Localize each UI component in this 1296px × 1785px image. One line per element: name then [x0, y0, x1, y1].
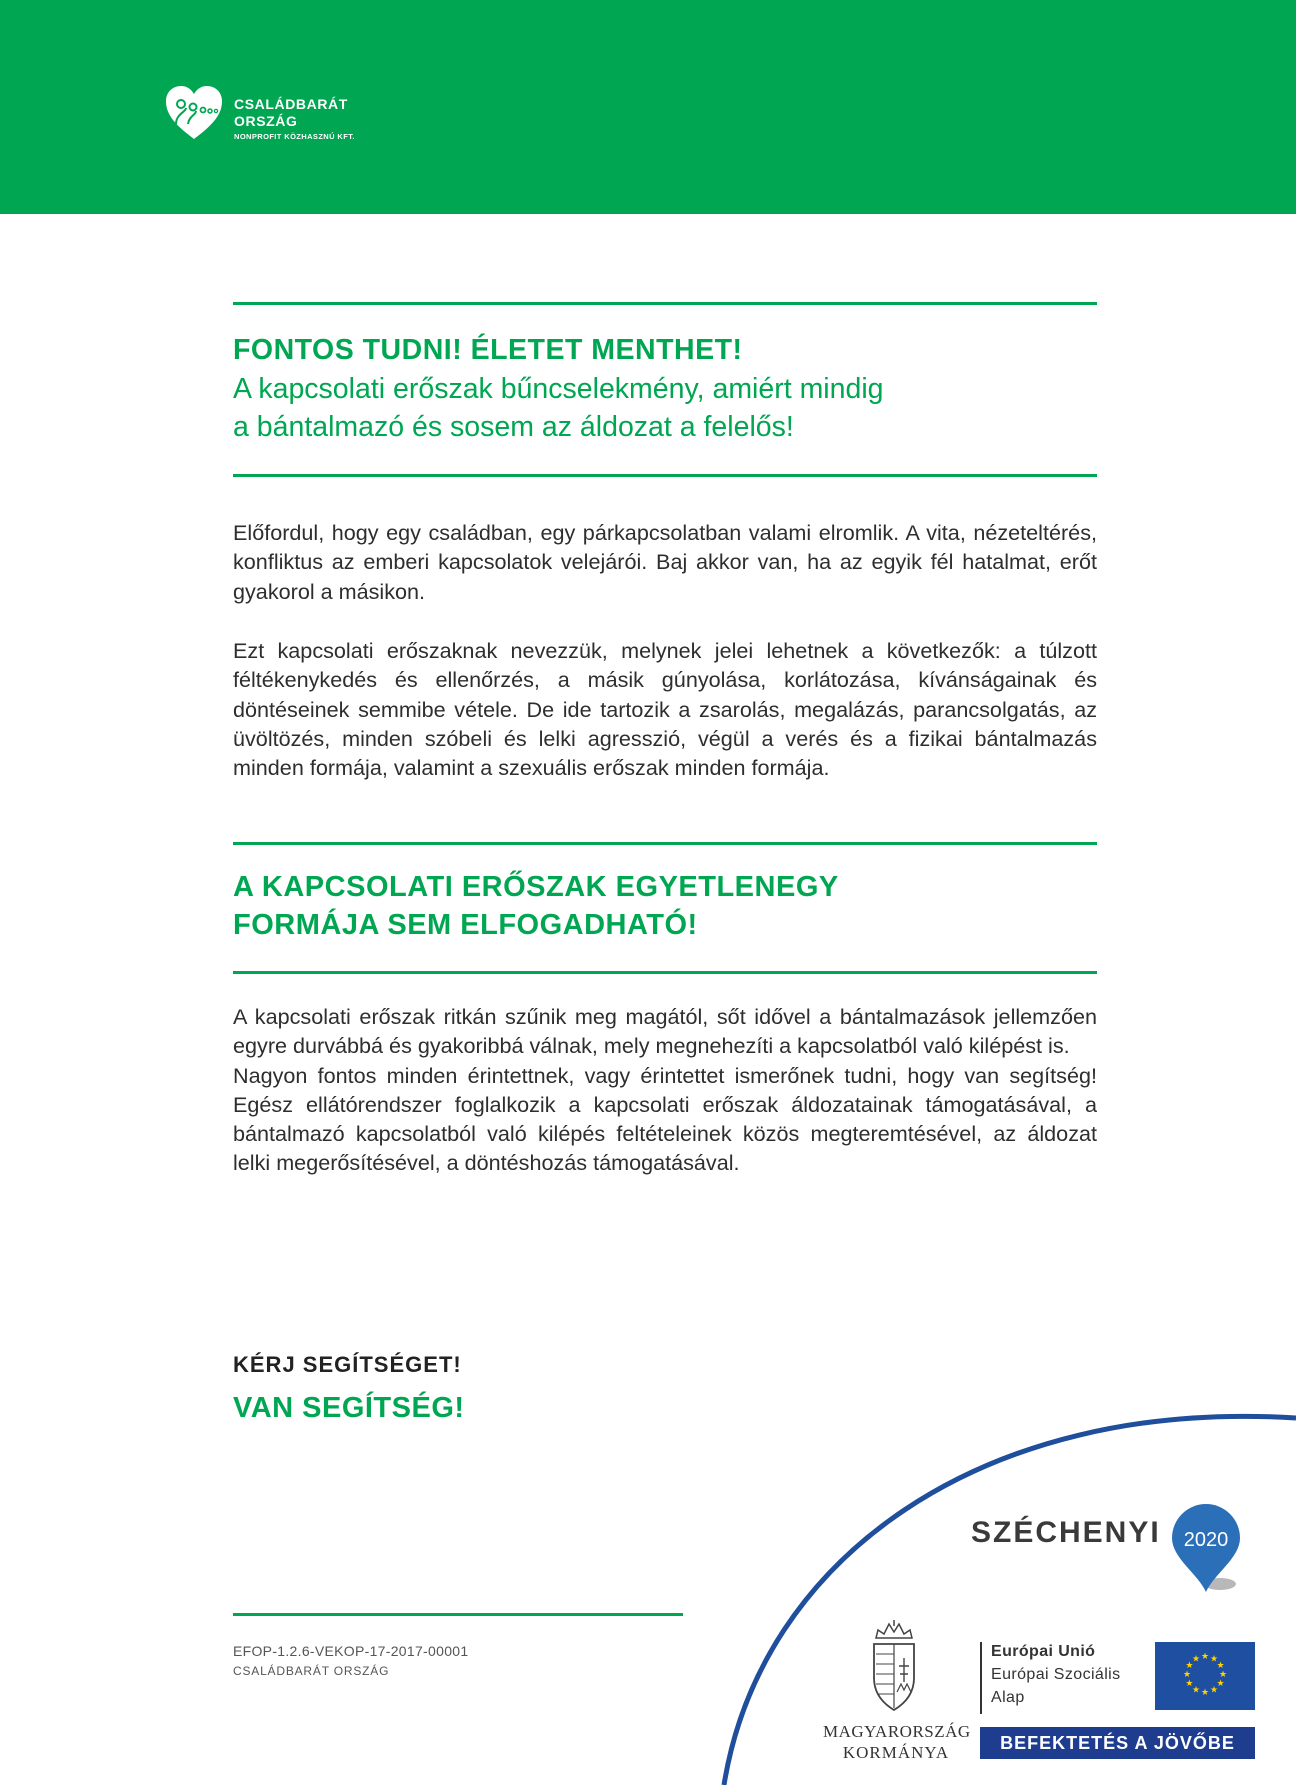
- section1-subtitle-line1: A kapcsolati erőszak bűncselekmény, amiért mindig: [233, 373, 884, 405]
- eu-divider: [980, 1642, 982, 1714]
- logo-line1: CSALÁDBARÁT: [234, 96, 348, 112]
- project-id: EFOP-1.2.6-VEKOP-17-2017-00001: [233, 1643, 469, 1659]
- svg-text:★: ★: [1185, 1661, 1194, 1671]
- divider: [233, 474, 1097, 477]
- svg-text:★: ★: [1191, 1685, 1201, 1696]
- eu-label-line3: Alap: [991, 1689, 1025, 1706]
- svg-text:★: ★: [1209, 1685, 1219, 1696]
- hungary-coat-of-arms-icon: [866, 1620, 922, 1712]
- svg-text:★: ★: [1200, 1688, 1210, 1698]
- szechenyi-label: SZÉCHENYI: [971, 1516, 1161, 1549]
- header-banner: [0, 0, 1296, 214]
- divider: [233, 302, 1097, 305]
- eu-label-line1: Európai Unió: [991, 1643, 1096, 1660]
- section2-title: [233, 868, 953, 944]
- szechenyi-year: 2020: [1183, 1529, 1229, 1551]
- government-label-line1: MAGYARORSZÁG: [823, 1722, 971, 1741]
- section1-subtitle-line2: a bántalmazó és sosem az áldozat a felelős!: [233, 411, 794, 443]
- paragraph-help-a: A kapcsolati erőszak ritkán szűnik meg magától, sőt idővel a bántalmazások jellemzően egyre durvábbá és gyakoribbá válnak, mely megnehezíti a kapcsolatból való kilépést is.: [233, 1004, 1097, 1059]
- logo-line2: ORSZÁG: [234, 113, 298, 129]
- project-org: CSALÁDBARÁT ORSZÁG: [233, 1664, 390, 1678]
- divider: [233, 971, 1097, 974]
- paragraph-help-b: Nagyon fontos minden érintettnek, vagy érintettet ismerőnek tudni, hogy van segítség! Egész ellátórendszer foglalkozik a kapcsolati erőszak áldozatainak támogatásával, a bántalmazó kapcsolatból való kilépés feltételeinek közös megteremtésével, az áldozat lelki megerősítésével, a döntéshozás támogatásával.: [233, 1062, 1097, 1176]
- svg-text:★: ★: [1185, 1679, 1194, 1689]
- paragraph-help: [233, 1002, 1097, 1178]
- cta-help-available: VAN SEGÍTSÉG!: [233, 1392, 465, 1424]
- csaladbarat-logo[interactable]: [164, 84, 404, 144]
- section1-subtitle: [233, 370, 1113, 446]
- eu-label-line2: Európai Szociális: [991, 1666, 1121, 1683]
- svg-text:★: ★: [1182, 1670, 1192, 1680]
- svg-text:★: ★: [1209, 1654, 1219, 1665]
- section1-title: FONTOS TUDNI! ÉLETET MENTHET!: [233, 334, 743, 366]
- eu-flag-icon: [1155, 1642, 1255, 1710]
- government-label-line2: KORMÁNYA: [842, 1743, 950, 1762]
- paragraph-intro: Előfordul, hogy egy családban, egy párkapcsolatban valami elromlik. A vita, nézeteltérés, konfliktus az emberi kapcsolatok velejárói. Baj akkor van, ha az egyik fél hatalmat, erőt gyakorol a másikon.: [233, 520, 1097, 604]
- logo-line3: NONPROFIT KÖZHASZNÚ KFT.: [234, 132, 355, 141]
- cta-ask-help: KÉRJ SEGÍTSÉGET!: [233, 1352, 462, 1377]
- svg-text:★: ★: [1216, 1679, 1225, 1689]
- footer-divider: [233, 1613, 683, 1616]
- svg-text:★: ★: [1200, 1652, 1210, 1662]
- svg-text:★: ★: [1218, 1670, 1228, 1680]
- szechenyi-2020-pin-icon: [1168, 1500, 1244, 1596]
- logo-text: [234, 96, 355, 141]
- heart-family-icon: [164, 84, 224, 142]
- invest-in-future-banner: BEFEKTETÉS A JÖVŐBE: [980, 1727, 1255, 1759]
- svg-text:★: ★: [1216, 1661, 1225, 1671]
- divider: [233, 842, 1097, 845]
- section2-title-line1: A KAPCSOLATI ERŐSZAK EGYETLENEGY: [233, 871, 839, 903]
- paragraph-signs: Ezt kapcsolati erőszaknak nevezzük, melynek jelei lehetnek a következők: a túlzott féltékenykedés és ellenőrzés, a másik gúnyolása, korlátozása, kívánságainak és döntéseinek semmibe vétele. De ide tartozik a zsarolás, megalázás, parancsolgatás, az üvöltözés, minden szóbeli és lelki agresszió, végül a verés és a fizikai bántalmazás minden formája, valamint a szexuális erőszak minden formája.: [233, 638, 1097, 781]
- svg-text:★: ★: [1191, 1654, 1201, 1665]
- section2-title-line2: FORMÁJA SEM ELFOGADHATÓ!: [233, 909, 698, 941]
